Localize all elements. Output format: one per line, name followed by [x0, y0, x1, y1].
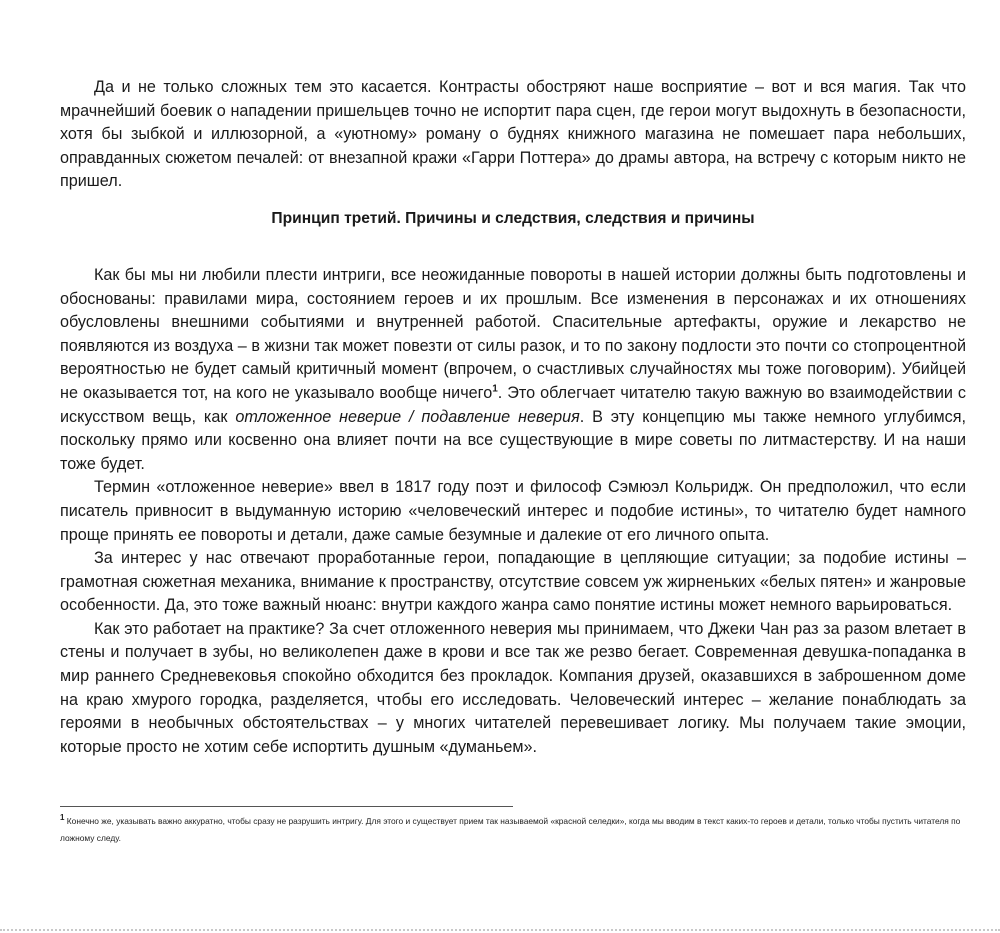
paragraph-coleridge: Термин «отложенное неверие» ввел в 1817 году поэт и философ Сэмюэл Кольридж. Он предположил, что если писатель привносит в выдуманную историю «человеческий интерес и подобие истины», то читателю будет намного проще принять ее повороты и детали, даже самые безумные и далекие от его личного опыта. [60, 478, 966, 544]
paragraph-causes-text-b: . Это облегчает читателю такую важную во взаимодействии с искусством вещь, как [60, 383, 966, 426]
page-bottom-border [0, 929, 1000, 931]
paragraph-causes-text-c: . В эту концепцию мы также немного углубимся, поскольку прямо или косвенно она влияет почти на все существующие в мире советы по литмастерству. И на наши тоже будет. [60, 407, 966, 473]
paragraph-practice: Как это работает на практике? За счет отложенного неверия мы принимаем, что Джеки Чан раз за разом влетает в стены и получает в зубы, но великолепен даже в крови и все так же резво бегает. Современная девушка-попаданка в мир раннего Средневековья спокойно обходится без прокладок. Компания друзей, оказавшихся в заброшенном доме на краю хмурого городка, разделяется, чтобы его исследовать. Человеческий интерес – желание понаблюдать за героями в необычных обстоятельствах – у многих читателей перевешивает логику. Мы получаем такие эмоции, которые просто не хотим себе испортить душным «думаньем». [60, 619, 966, 756]
section-heading: Принцип третий. Причины и следствия, следствия и причины [271, 209, 755, 227]
footnote-divider [60, 806, 513, 807]
paragraph-interest: За интерес у нас отвечают проработанные герои, попадающие в цепляющие ситуации; за подобие истины – грамотная сюжетная механика, внимание к пространству, отсутствие совсем уж жирненьких «белых пятен» и жанровые особенности. Да, это тоже важный нюанс: внутри каждого жанра само понятие истины может немного варьироваться. [60, 549, 966, 615]
paragraph-contrasts: Да и не только сложных тем это касается. Контрасты обостряют наше восприятие – вот и вся магия. Так что мрачнейший боевик о нападении пришельцев точно не испортит пара сцен, где герои могут выдохнуть в безопасности, хотя бы зыбкой и иллюзорной, а «уютному» роману о буднях книжного магазина не помешает пара небольших, оправданных сюжетом печалей: от внезапной кражи «Гарри Поттера» до драмы автора, на встречу с которым никто не пришел. [60, 78, 966, 191]
document-body [60, 76, 966, 759]
paragraph-causes-italic-term: отложенное неверие / подавление неверия [235, 407, 580, 426]
footnote-mark: 1 [60, 813, 65, 823]
footnote [60, 813, 966, 846]
footnote-text: Конечно же, указывать важно аккуратно, чтобы сразу не разрушить интригу. Для этого и существует прием так называемой «красной селедки», когда мы вводим в текст каких-то героев и детали, только чтобы пустить читателя по ложному следу. [60, 816, 961, 843]
paragraph-causes [60, 264, 966, 476]
paragraph-causes-text-a: Как бы мы ни любили плести интриги, все неожиданные повороты в нашей истории должны быть подготовлены и обоснованы: правилами мира, состоянием героев и их прошлым. Все изменения в персонажах и их отношениях обусловлены внешними событиями и внутренней работой. Спасительные артефакты, оружие и лекарство не появляются из воздуха – в жизни так может повезти от силы разок, и то по закону подлости это почти со стопроцентной вероятностью не будет самый критичный момент (впрочем, о счастливых случайностях мы тоже поговорим). Убийцей не оказывается тот, на кого не указывало вообще ничего [60, 265, 966, 402]
footnote-reference[interactable]: 1 [492, 383, 498, 395]
